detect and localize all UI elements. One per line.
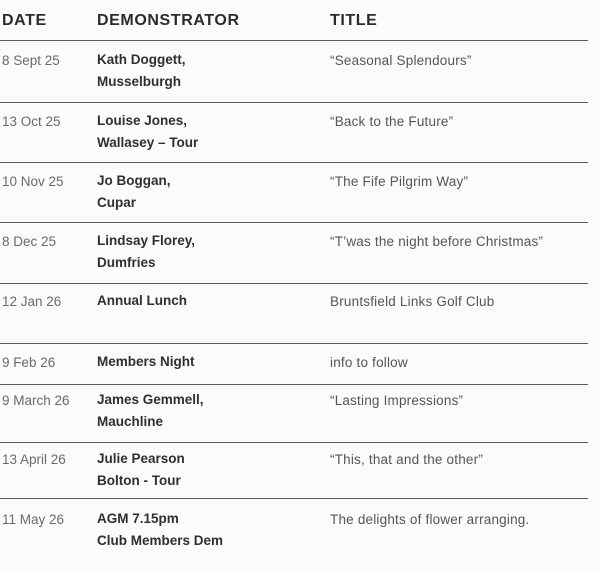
row-demonstrator [97, 389, 204, 433]
table-row [0, 103, 588, 161]
row-demonstrator [97, 110, 198, 154]
row-demonstrator [97, 170, 171, 214]
row-title: info to follow [330, 355, 408, 370]
row-date: 8 Dec 25 [2, 234, 57, 249]
row-date: 9 Feb 26 [2, 355, 56, 370]
row-demonstrator [97, 230, 195, 274]
date-column-header: DATE [2, 12, 47, 29]
demonstrator-name: James Gemmell, [97, 392, 204, 407]
row-date: 13 Oct 25 [2, 114, 61, 129]
table-row [0, 223, 588, 283]
row-title: “Lasting Impressions” [330, 393, 464, 408]
row-demonstrator [97, 290, 187, 312]
table-row [0, 163, 588, 221]
table-row [0, 443, 588, 498]
row-date: 11 May 26 [2, 512, 65, 527]
row-title: “T’was the night before Christmas” [330, 234, 544, 249]
demonstrator-location: Mauchline [97, 414, 164, 429]
row-demonstrator [97, 49, 186, 93]
demonstrator-name: Kath Doggett, [97, 52, 186, 67]
row-title: “Seasonal Splendours” [330, 53, 472, 68]
demonstrator-name: Lindsay Florey, [97, 233, 196, 248]
demonstrator-location: Dumfries [97, 255, 156, 270]
row-title: The delights of flower arranging. [330, 512, 530, 527]
table-header [0, 0, 600, 40]
row-date: 13 April 26 [2, 452, 66, 467]
row-date: 9 March 26 [2, 393, 70, 408]
demonstrator-name: AGM 7.15pm [97, 511, 179, 526]
demonstrator-name: Members Night [97, 354, 195, 369]
table-row [0, 499, 588, 569]
demonstrator-location: Cupar [97, 195, 137, 210]
row-demonstrator [97, 448, 185, 492]
demonstrator-name: Louise Jones, [97, 113, 188, 128]
row-title: Bruntsfield Links Golf Club [330, 294, 495, 309]
table-row [0, 284, 588, 342]
row-date: 10 Nov 25 [2, 174, 64, 189]
row-date: 8 Sept 25 [2, 53, 60, 68]
table-row [0, 385, 588, 442]
row-title: “Back to the Future” [330, 114, 454, 129]
demonstrator-location: Wallasey – Tour [97, 135, 199, 150]
table-row [0, 344, 588, 384]
row-date: 12 Jan 26 [2, 294, 62, 309]
demonstrator-column-header: DEMONSTRATOR [97, 12, 240, 29]
row-title: “This, that and the other” [330, 452, 484, 467]
row-demonstrator [97, 351, 195, 373]
demonstrator-name: Julie Pearson [97, 451, 185, 466]
table-row [0, 41, 588, 102]
demonstrator-location: Musselburgh [97, 74, 182, 89]
demonstrator-location: Club Members Dem [97, 533, 224, 548]
row-demonstrator [97, 508, 223, 552]
title-column-header: TITLE [330, 12, 378, 29]
demonstrator-name: Jo Boggan, [97, 173, 171, 188]
row-title: “The Fife Pilgrim Way” [330, 174, 469, 189]
demonstrator-location: Bolton - Tour [97, 473, 181, 488]
demonstrator-name: Annual Lunch [97, 293, 187, 308]
